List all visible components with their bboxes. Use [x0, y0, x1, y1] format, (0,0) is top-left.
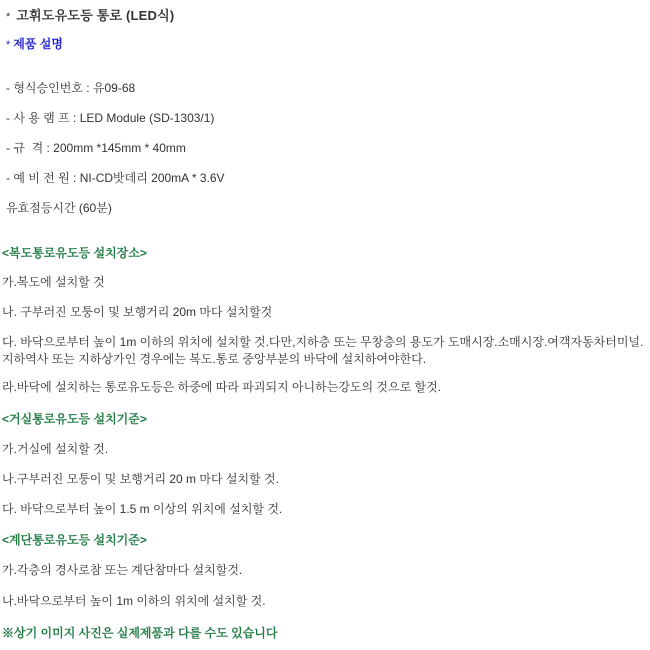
page-title [6, 5, 174, 24]
section-heading-stairs: <계단통로유도등 설치기준> [2, 533, 147, 547]
corridor-rule-a: 가.복도에 설치할 것 [2, 275, 105, 289]
stairs-rule-a: 가.각층의 경사로참 또는 계단참마다 설치할것. [2, 563, 243, 577]
section-heading-room: <거실통로유도등 설치기준> [2, 412, 147, 426]
room-rule-c: 다. 바닥으로부터 높이 1.5 m 이상의 위치에 설치할 것. [2, 502, 283, 516]
room-rule-a: 가.거실에 설치할 것. [2, 442, 109, 456]
spec-lamp: - 사 용 램 프 : LED Module (SD-1303/1) [6, 111, 215, 125]
spec-approval-number: - 형식승인번호 : 유09-68 [6, 81, 136, 95]
product-description-heading [6, 35, 63, 52]
stairs-rule-b: 나.바닥으로부터 높이 1m 이하의 위치에 설치할 것. [2, 594, 266, 608]
section-heading-corridor: <복도통로유도등 설치장소> [2, 246, 147, 260]
spec-backup-power: - 예 비 전 원 : NI-CD밧데리 200mA * 3.6V [6, 171, 225, 185]
product-description-label: 제품 설명 [13, 37, 63, 51]
star-icon: * [6, 39, 11, 51]
disclaimer-note: ※상기 이미지 사진은 실제제품과 다를 수도 있습니다 [2, 626, 278, 640]
page-title-text: 고휘도유도등 통로 (LED식) [16, 8, 175, 23]
corridor-rule-b: 나. 구부러진 모퉁이 및 보행거리 20m 마다 설치할것 [2, 305, 273, 319]
corridor-rule-c: 다. 바닥으로부터 높이 1m 이하의 위치에 설치할 것.다만,지하층 또는 무창층의 용도가 도매시장.소매시장.여객자동차터미널.지하역사 또는 지하상가인 경우에는 복도.통로 중앙부분의 바닥에 설치하여야한다. [2, 335, 644, 366]
spec-lighting-duration: 유효점등시간 (60분) [6, 201, 112, 215]
room-rule-b: 나.구부러진 모퉁이 및 보행거리 20 m 마다 설치할 것. [2, 472, 279, 486]
corridor-rule-d: 라.바닥에 설치하는 통로유도등은 하중에 따라 파괴되지 아니하는강도의 것으로 할것. [2, 380, 442, 394]
spec-dimensions: - 규 격 : 200mm *145mm * 40mm [6, 141, 186, 155]
title-bullet-icon: * [6, 11, 11, 23]
